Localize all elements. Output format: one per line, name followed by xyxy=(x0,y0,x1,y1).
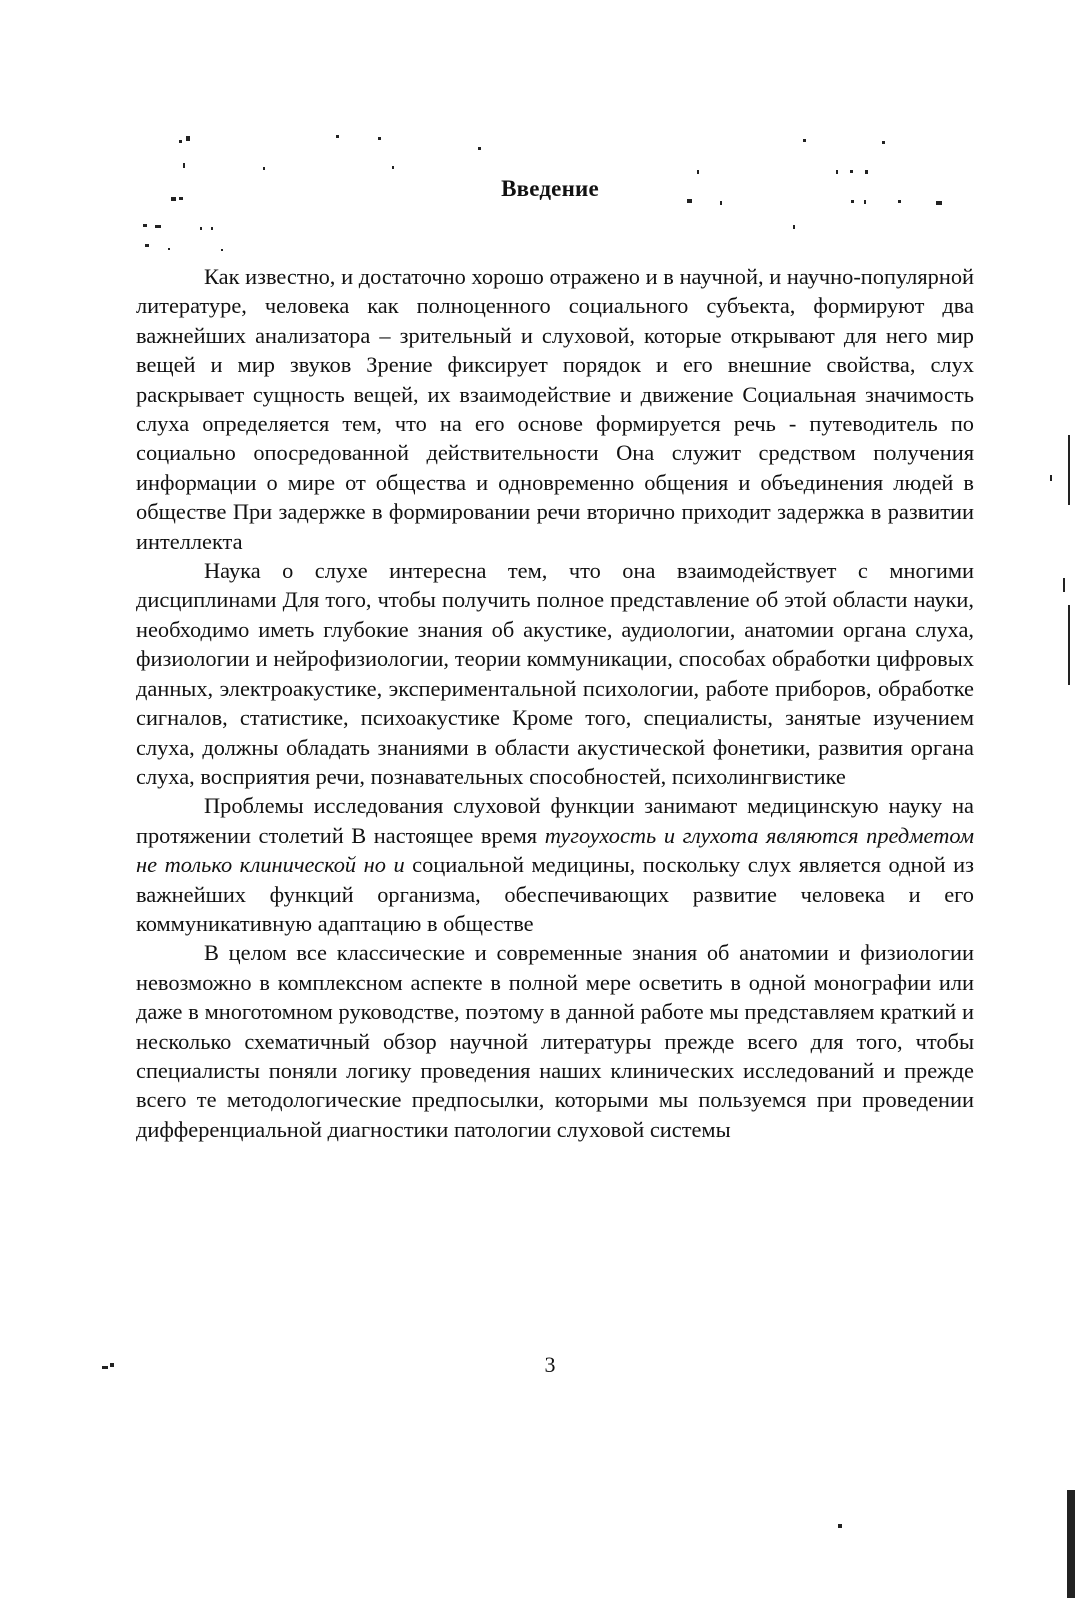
paragraph-4: В целом все классические и современные знания об анатомии и физиологии невозможно в комплексном аспекте в полной мере осветить в одной монографии или даже в многотомном руководстве, поэтому в данной работе мы представляем краткий и несколько схематичный обзор научной литературы прежде всего для того, чтобы специалисты поняли логику проведения наших клинических исследований и прежде всего те методологические предпосылки, которыми мы пользуемся при проведении дифференциальной диагностики патологии слуховой системы xyxy=(136,940,974,1142)
page-title: Введение xyxy=(501,176,599,201)
paragraph-3-end: социальной медицины, поскольку слух является одной из важнейших функций организма, обеспечивающих развитие человека и его коммуникативную адаптацию в обществе xyxy=(136,852,975,936)
paragraph-3 xyxy=(136,791,974,938)
body-text xyxy=(136,262,974,1144)
paragraph-1: Как известно, и достаточно хорошо отражено и в научной, и научно-популярной литературе, человека как полноценного социального субъекта, формируют два важнейших анализатора – зрительный и слуховой, которые открывают для него мир вещей и мир звуков Зрение фиксирует порядок и его внешние свойства, слух раскрывает сущность вещей, их взаимодействие и движение Социальная значимость слуха определяется тем, что на его основе формируется речь - путеводитель по социально опосредованной действительности Она служит средством получения информации о мире от общества и одновременно общения и объединения людей в обществе При задержке в формировании речи вторично приходит задержка в развитии интеллекта xyxy=(136,264,974,554)
paragraph-3-italic: тугоухость и глухота являются предметом не только клинической но и xyxy=(136,822,974,878)
page-number: 3 xyxy=(544,1352,556,1377)
paragraph-3-start: Проблемы исследования слуховой функции занимают медицинскую науку на протяжении столетий В настоящее время xyxy=(136,793,974,848)
paragraph-2: Наука о слухе интересна тем, что она взаимодействует с многими дисциплинами Для того, чтобы получить полное представление об этой области науки, необходимо иметь глубокие знания об акустике, аудиологии, анатомии органа слуха, физиологии и нейрофизиологии, теории коммуникации, способах обработки цифровых данных, электроакустике, экспериментальной психологии, работе приборов, обработке сигналов, статистике, психоакустике Кроме того, специалисты, занятые изучением слуха, должны обладать знаниями в области акустической фонетики, развития органа слуха, восприятия речи, познавательных способностей, психолингвистике xyxy=(136,558,974,789)
